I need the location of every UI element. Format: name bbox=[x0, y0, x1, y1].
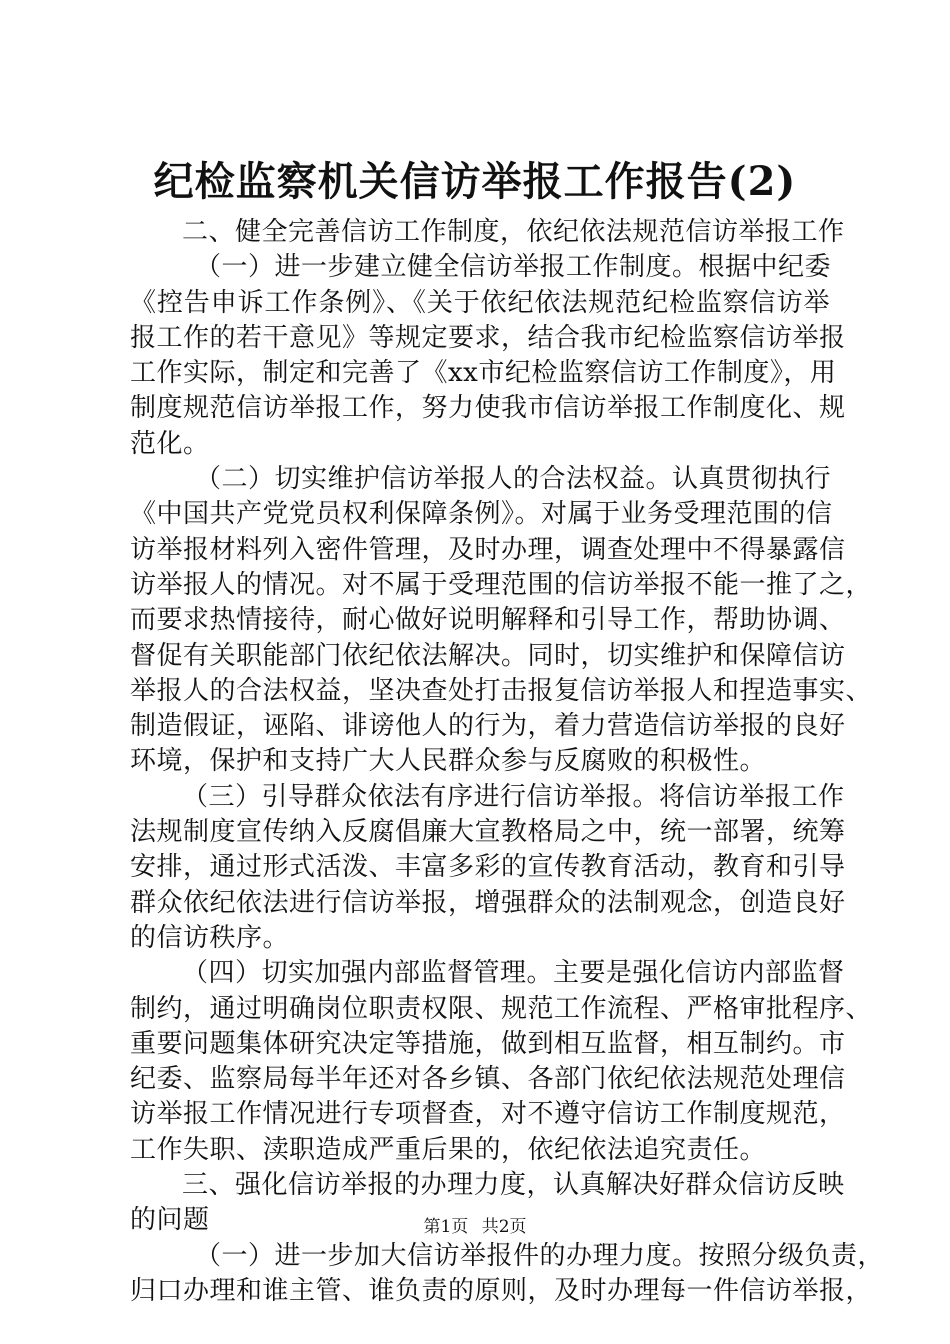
text-line: 二、健全完善信访工作制度，依纪依法规范信访举报工作 bbox=[182, 217, 845, 247]
text-line: （四）切实加强内部监督管理。主要是强化信访内部监督 bbox=[182, 958, 845, 989]
text-line: 的问题 bbox=[130, 1205, 210, 1236]
text-line: 范化。 bbox=[130, 428, 210, 459]
text-line: 重要问题集体研究决定等措施，做到相互监督，相互制约。市 bbox=[130, 1028, 846, 1059]
text-line: 环境，保护和支持广大人民群众参与反腐败的积极性。 bbox=[130, 746, 767, 777]
text-line: 工作失职、渎职造成严重后果的，依纪依法追究责任。 bbox=[130, 1134, 767, 1165]
text-line: （三）引导群众依法有序进行信访举报。将信访举报工作 bbox=[182, 781, 845, 812]
text-line: 访举报工作情况进行专项督查，对不遵守信访工作制度规范， bbox=[130, 1099, 846, 1130]
text-line: 《控告申诉工作条例》、《关于依纪依法规范纪检监察信访举 bbox=[130, 287, 830, 318]
text-line: 法规制度宣传纳入反腐倡廉大宣教格局之中，统一部署，统筹 bbox=[130, 817, 846, 848]
text-line: （一）进一步加大信访举报件的办理力度。按照分级负责， bbox=[195, 1240, 885, 1271]
text-line: （一）进一步建立健全信访举报工作制度。根据中纪委 bbox=[195, 252, 832, 283]
page-number: 第1页 bbox=[423, 1217, 469, 1237]
text-line: 安排，通过形式活泼、丰富多彩的宣传教育活动，教育和引导 bbox=[130, 852, 846, 883]
document-body bbox=[130, 215, 885, 1309]
text-line: 报工作的若干意见》等规定要求，结合我市纪检监察信访举报 bbox=[130, 322, 846, 353]
text-line: 工作实际，制定和完善了《xx市纪检监察信访工作制度》，用 bbox=[130, 358, 837, 389]
text-line: 群众依纪依法进行信访举报，增强群众的法制观念，创造良好 bbox=[130, 887, 846, 918]
document-title: 纪检监察机关信访举报工作报告(2) bbox=[153, 158, 797, 205]
text-line: 纪委、监察局每半年还对各乡镇、各部门依纪依法规范处理信 bbox=[130, 1064, 846, 1095]
page-footer bbox=[0, 1215, 950, 1239]
text-line: 而要求热情接待，耐心做好说明解释和引导工作，帮助协调、 bbox=[130, 605, 846, 636]
text-line: 制造假证，诬陷、诽谤他人的行为，着力营造信访举报的良好 bbox=[130, 711, 846, 742]
text-line: 三、强化信访举报的办理力度，认真解决好群众信访反映 bbox=[182, 1170, 845, 1201]
text-line: 督促有关职能部门依纪依法解决。同时，切实维护和保障信访 bbox=[130, 640, 846, 671]
text-line: 举报人的合法权益，坚决查处打击报复信访举报人和捏造事实、 bbox=[130, 675, 873, 706]
text-line: 制度规范信访举报工作，努力使我市信访举报工作制度化、规 bbox=[130, 393, 846, 424]
page-total: 共2页 bbox=[481, 1217, 527, 1237]
text-line: 《中国共产党党员权利保障条例》。对属于业务受理范围的信 bbox=[130, 499, 833, 530]
text-line: 制约，通过明确岗位职责权限、规范工作流程、严格审批程序、 bbox=[130, 993, 873, 1024]
text-line: 访举报材料列入密件管理，及时办理，调查处理中不得暴露信 bbox=[130, 534, 846, 565]
text-line: 归口办理和谁主管、谁负责的原则，及时办理每一件信访举报， bbox=[130, 1275, 873, 1306]
text-line: 的信访秩序。 bbox=[130, 922, 290, 953]
text-line: 访举报人的情况。对不属于受理范围的信访举报不能一推了之， bbox=[130, 569, 873, 600]
text-line: （二）切实维护信访举报人的合法权益。认真贯彻执行 bbox=[195, 464, 832, 495]
